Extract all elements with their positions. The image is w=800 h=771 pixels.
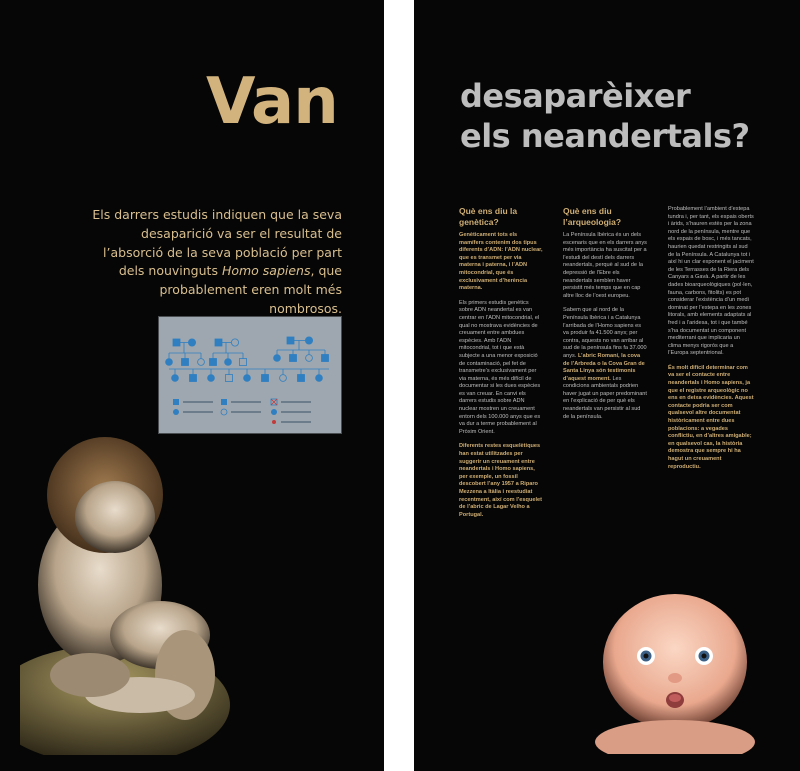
archaeology-column xyxy=(563,206,648,428)
archaeology-heading: Què ens diu l’arqueologia? xyxy=(563,206,622,227)
genetics-skeletal-remains: Diferents restes esquelètiques han estat utilitzades per suggerir un creuament entre neandertals i Homo sapiens, per exemple, un fossil descobert l’any 1957 a Riparo Mezzena a Itàlia i reestudiat recentment, així com l’esquelet de l’abric de Lagar Velho a Portugal. xyxy=(459,443,543,518)
modern-baby-photo xyxy=(590,592,760,754)
genetics-column xyxy=(459,206,543,526)
contact-conclusion: És molt difícil determinar com va ser el contacte entre neandertals i Homo sapiens, ja que el registre arqueològic no ens en deixa evidències. Aquest contacte podria ser com qualsevol altre documentat històricament entre dues poblacions: a vegades conflictiu, en d’altres amigable; en qualsevol cas, la història demostra que sempre hi ha hagut un creuament reproductiu. xyxy=(668,364,754,470)
lead-part1: Els darrers estudis indiquen que la seva desaparició va ser el resultat de l’absorció de la seva població per part dels nouvinguts xyxy=(92,207,342,279)
environment-body: Probablement l’ambient d’estepa tundra i, per tant, els espais oberts i àrids, s’hauren estès per la zona nord de la península, mentre que els espais de bosc, i més tancats, haurien quedat restringits al sud de la Península. A Catalunya tot i així hi un clar exponent el jaciment de les Terrasses de la Riera dels Canyars a Gavà. A partir de les dades bioarqueològiques (pol·len, fauna, carbons, fitolits) es pot considerar l’existència d’un medi dominat per l’estepa en les zones litorals, amb elements adaptats al fred i a l’aridesa, tot i que també s’ha documentat un component mediterrani que implicaria un clima menys rigorós que a l’Europa septentrional. xyxy=(668,206,754,357)
right-banner-panel xyxy=(414,0,800,771)
archaeology-body-end: Les condicions ambientals podrien haver jugat un paper predominant en l’explicació de per què els neandertals van persistir al sud de la península. xyxy=(563,375,647,420)
environment-column xyxy=(668,206,754,478)
lead-part2: , que probablement eren molt més nombrosos. xyxy=(159,263,342,316)
title-line-1: desaparèixer xyxy=(460,77,691,115)
genetics-body: Els primers estudis genètics sobre ADN neandertal es van centrar en l’ADN mitocondrial, el qual no mostrava evidències de creuament entre ambdues espècies. Amb l’ADN mitocondrial, tot i que està subjecte a una menor exposició de contaminació, pel fet de transmetre’s exclusivament per via materna, és més difícil de documentar si les dues espècies es van creuar. En canvi els darrers estudis sobre ADN nuclear mostren un creuament entorn dels 100.000 anys que es va dur a terme probablement al Pròxim Orient. xyxy=(459,299,541,435)
title-line-2: els neandertals? xyxy=(460,117,750,155)
headline-van: Van xyxy=(206,65,338,139)
left-banner-panel xyxy=(0,0,384,771)
genetics-heading: Què ens diu la genètica? xyxy=(459,206,518,227)
archaeology-body xyxy=(563,307,648,421)
archaeology-intro: La Península Ibèrica és un dels escenaris que en els darrers anys més importància ha suscitat per a l’estudi del destí dels darrers neandertals, perquè al sud de la depressió de l’Ebre els neandertals semblen haver persistit més temps que en cap altre lloc de l’oest europeu. xyxy=(563,232,647,299)
genetics-intro: Genèticament tots els mamífers contenim dos tipus diferents d’ADN: l’ADN nuclear, que es transmet per via materna i paterna, i l’ADN mitocondrial, que és exclusivament d’herència materna. xyxy=(459,232,543,292)
lead-species: Homo sapiens xyxy=(221,263,311,279)
archaeology-body-start: Sabem que al nord de la Península Ibèrica i a Catalunya l’arribada de l’Homo sapiens es va produir fa 41.500 anys; per contra, aquests no van arribar al sud de la península fins fa 37.000 anys. xyxy=(563,307,647,359)
headline-continuation xyxy=(460,76,750,156)
neanderthal-child-photo xyxy=(20,425,250,755)
lead-paragraph xyxy=(90,206,342,319)
archaeology-sites: L’abric Romaní, la cova de l’Arbreda o la Cova Gran de Santa Linya són testimonis d’aquest moment. xyxy=(563,352,645,382)
genetics-pedigree-diagram xyxy=(158,316,342,434)
